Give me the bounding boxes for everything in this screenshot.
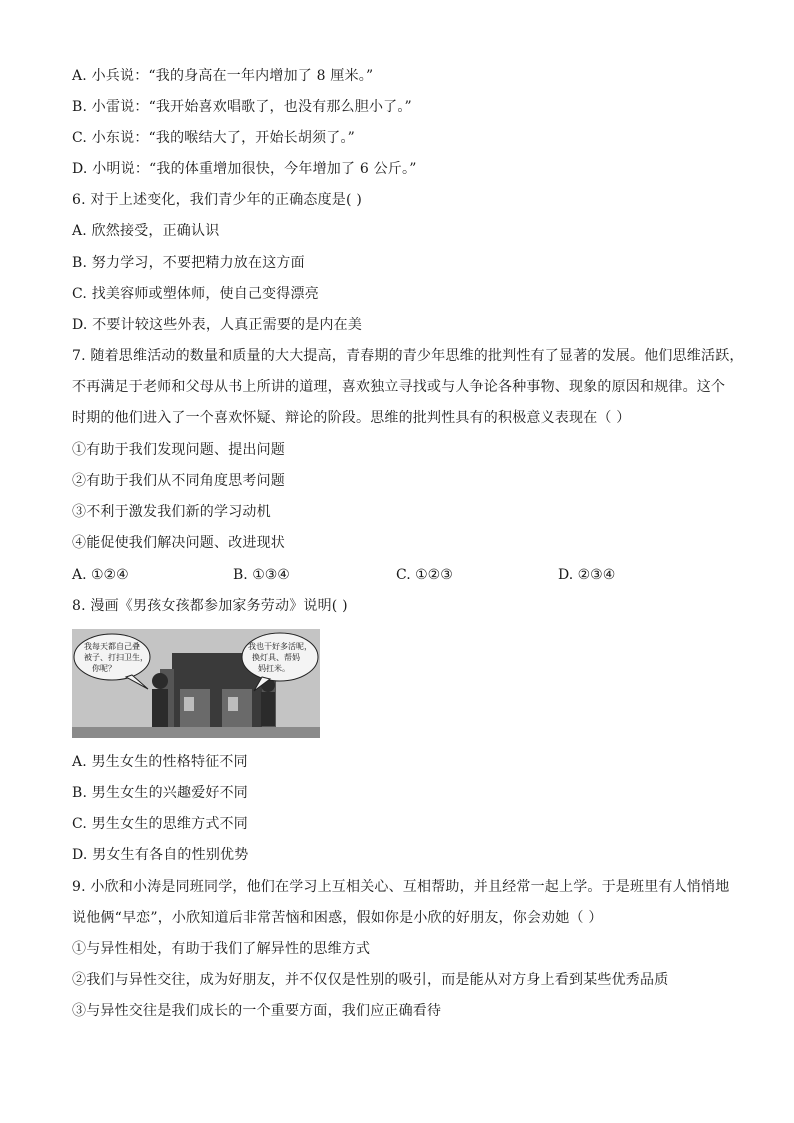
q7-item-3: ③不利于激发我们新的学习动机: [72, 504, 271, 520]
q9-stem-line-2: 说他俩“早恋”，小欣知道后非常苦恼和困惑，假如你是小欣的好朋友，你会劝她（ ）: [72, 910, 603, 926]
q8-option-a: A. 男生女生的性格特征不同: [72, 754, 248, 770]
q7-item-2: ②有助于我们从不同角度思考问题: [72, 473, 285, 489]
q7-item-4: ④能促使我们解决问题、改进现状: [72, 535, 285, 551]
q5-option-a: A. 小兵说：“我的身高在一年内增加了 8 厘米。”: [72, 68, 374, 84]
q8-option-d: D. 男女生有各自的性别优势: [72, 847, 249, 863]
q9-stem-line-1: 9. 小欣和小涛是同班同学，他们在学习上互相关心、互相帮助，并且经常一起上学。于是班里有人悄悄地: [72, 879, 730, 895]
q7-choice-d: D. ②③④: [558, 567, 616, 583]
q7-choice-a: A. ①②④: [72, 567, 129, 583]
q5-option-d: D. 小明说：“我的体重增加很快，今年增加了 6 公斤。”: [72, 161, 417, 177]
q6-option-c: C. 找美容师或塑体师，使自己变得漂亮: [72, 286, 319, 302]
q8-option-c: C. 男生女生的思维方式不同: [72, 816, 248, 832]
q8-option-b: B. 男生女生的兴趣爱好不同: [72, 785, 248, 801]
left-bubble-line-3: 你呢？: [92, 664, 116, 673]
right-bubble-line-3: 妈扛米。: [258, 664, 290, 673]
q7-stem-line-1: 7. 随着思维活动的数量和质量的大大提高，青春期的青少年思维的批判性有了显著的发展。他们思维活跃，: [72, 348, 744, 364]
cartoon-image: [72, 629, 320, 738]
left-bubble-line-1: 我每天都自己叠: [84, 642, 140, 651]
q7-item-1: ①有助于我们发现问题、提出问题: [72, 442, 285, 458]
q6-option-a: A. 欣然接受，正确认识: [72, 223, 220, 239]
q5-option-c: C. 小东说：“我的喉结大了，开始长胡须了。”: [72, 130, 356, 146]
q6-option-d: D. 不要计较这些外表，人真正需要的是内在美: [72, 317, 363, 333]
q5-option-b: B. 小雷说：“我开始喜欢唱歌了，也没有那么胆小了。”: [72, 99, 412, 115]
q7-choices: [72, 565, 672, 585]
q9-item-2: ②我们与异性交往，成为好朋友，并不仅仅是性别的吸引，而是能从对方身上看到某些优秀品质: [72, 972, 669, 988]
q7-choice-b: B. ①③④: [233, 567, 290, 583]
left-bubble-line-2: 被子、打扫卫生，: [84, 653, 148, 662]
right-bubble-line-2: 换灯具、帮妈: [252, 653, 300, 662]
q7-stem-line-3: 时期的他们进入了一个喜欢怀疑、辩论的阶段。思维的批判性具有的积极意义表现在（ ）: [72, 410, 631, 426]
q8-stem: 8. 漫画《男孩女孩都参加家务劳动》说明( ): [72, 598, 348, 614]
right-bubble-line-1: 我也干好多活呢，: [248, 642, 312, 651]
q7-choice-c: C. ①②③: [396, 567, 453, 583]
q9-item-3: ③与异性交往是我们成长的一个重要方面，我们应正确看待: [72, 1003, 442, 1019]
q9-item-1: ①与异性相处，有助于我们了解异性的思维方式: [72, 941, 371, 957]
q6-stem: 6. 对于上述变化，我们青少年的正确态度是( ): [72, 192, 362, 208]
q7-stem-line-2: 不再满足于老师和父母从书上所讲的道理，喜欢独立寻找或与人争论各种事物、现象的原因和规律。这个: [72, 379, 726, 395]
q6-option-b: B. 努力学习，不要把精力放在这方面: [72, 255, 305, 271]
